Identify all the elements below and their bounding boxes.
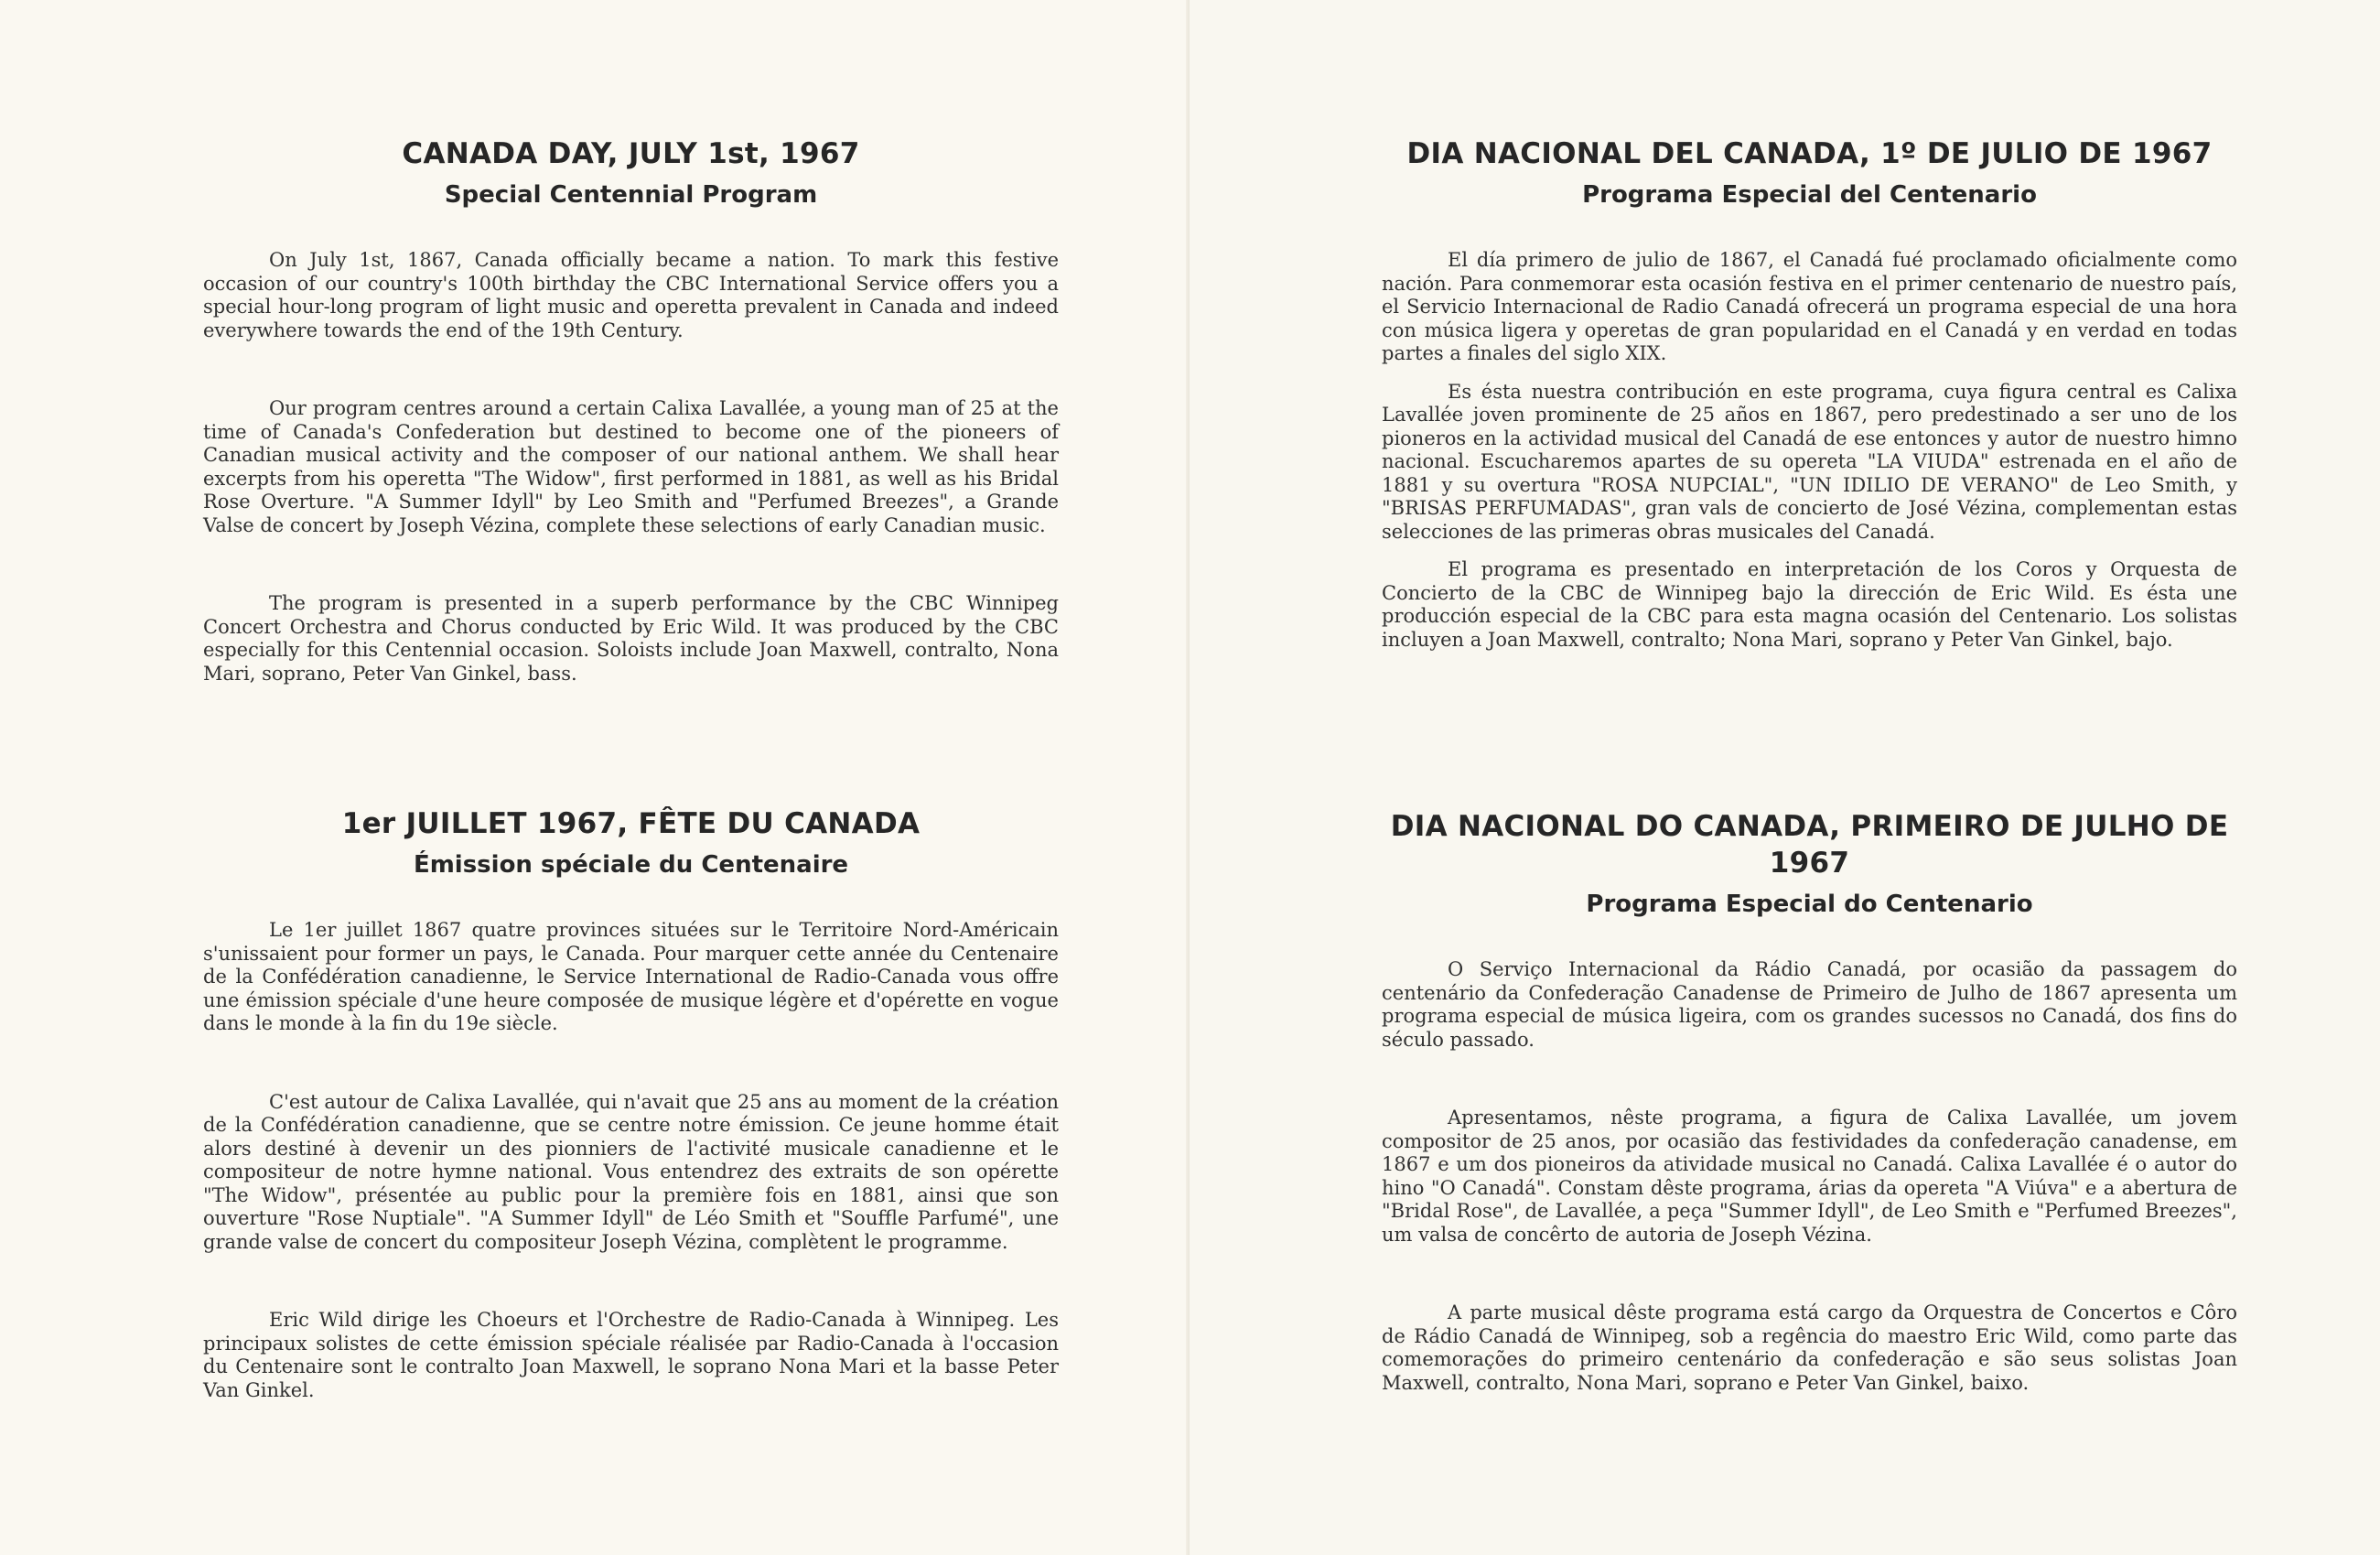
portuguese-paragraph-1: O Serviço Internacional da Rádio Canadá, por ocasião da passagem do centenário da Confederação Canadense de Primeiro de Julho de 1867 apresenta um programa especial de música ligeira, com os grandes sucessos no Canadá, dos fins do século passado.: [1382, 958, 2237, 1051]
right-page: [1190, 0, 2380, 1555]
portuguese-paragraph-2: Apresentamos, nêste programa, a figura de Calixa Lavallée, um jovem compositor de 25 anos, por ocasião das festividades da confederação canadense, em 1867 e um dos pioneiros da atividade musical no Canadá. Calixa Lavallée é o autor do hino "O Canadá". Constam dêste programa, árias da opereta "A Viúva" e a abertura de "Bridal Rose", de Lavallée, a peça "Summer Idyll", de Leo Smith e "Perfumed Breezes", um valsa de concêrto de autoria de Joseph Vézina.: [1382, 1107, 2237, 1246]
spanish-subtitle: Programa Especial del Centenario: [1582, 181, 2037, 209]
english-paragraph-2: Our program centres around a certain Calixa Lavallée, a young man of 25 at the time of Canada's Confederation but destined to become one of the pioneers of Canadian musical activity and the composer of our national anthem. We shall hear excerpts from his operetta "The Widow", first performed in 1881, as well as his Bridal Rose Overture. "A Summer Idyll" by Leo Smith and "Perfumed Breezes", a Grande Valse de concert by Joseph Vézina, complete these selections of early Canadian music.: [203, 397, 1059, 536]
french-paragraph-3: Eric Wild dirige les Choeurs et l'Orchestre de Radio-Canada à Winnipeg. Les principaux solistes de cette émission spéciale réalisée par Radio-Canada à l'occasion du Centenaire sont le contralto Joan Maxwell, le soprano Nona Mari et la basse Peter Van Ginkel.: [203, 1309, 1059, 1401]
portuguese-title: DIA NACIONAL DO CANADA, PRIMEIRO DE JULHO DE 1967: [1390, 810, 2229, 880]
english-paragraph-1: On July 1st, 1867, Canada officially became a nation. To mark this festive occasion of our country's 100th birthday the CBC International Service offers you a special hour-long program of light music and operetta prevalent in Canada and indeed everywhere towards the end of the 19th Century.: [203, 249, 1059, 341]
english-paragraph-3: The program is presented in a superb performance by the CBC Winnipeg Concert Orchestra and Chorus conducted by Eric Wild. It was produced by the CBC especially for this Centennial occasion. Soloists include Joan Maxwell, contralto, Nona Mari, soprano, Peter Van Ginkel, bass.: [203, 592, 1059, 685]
english-subtitle: Special Centennial Program: [444, 181, 818, 209]
english-title: CANADA DAY, JULY 1st, 1967: [402, 137, 860, 170]
french-paragraph-2: C'est autour de Calixa Lavallée, qui n'avait que 25 ans au moment de la création de la Confédération canadienne, que se centre notre émission. Ce jeune homme était alors destiné à devenir un des pionniers de l'activité musicale canadienne et le compositeur de notre hymne national. Vous entendrez des extraits de son opérette "The Widow", présentée au public pour la première fois en 1881, ainsi que son ouverture "Rose Nuptiale". "A Summer Idyll" de Léo Smith et "Souffle Parfumé", une grande valse de concert du compositeur Joseph Vézina, complètent le programme.: [203, 1090, 1059, 1253]
spanish-paragraph-1: El día primero de julio de 1867, el Canadá fué proclamado oficialmente como nación. Para conmemorar esta ocasión festiva en el primer centenario de nuestro país, el Servicio Internacional de Radio Canadá ofrecerá un programa especial de una hora con música ligera y operetas de gran popularidad en el Canadá y en verdad en todas partes a finales del siglo XIX.: [1382, 249, 2237, 364]
french-subtitle: Émission spéciale du Centenaire: [413, 851, 849, 879]
french-title: 1er JUILLET 1967, FÊTE DU CANADA: [341, 807, 921, 840]
spanish-title: DIA NACIONAL DEL CANADA, 1º DE JULIO DE 1967: [1406, 137, 2213, 170]
portuguese-section: [1382, 808, 2237, 1395]
french-paragraph-1: Le 1er juillet 1867 quatre provinces situées sur le Territoire Nord-Américain s'unissaient pour former un pays, le Canada. Pour marquer cette année du Centenaire de la Confédération canadienne, le Service International de Radio-Canada vous offre une émission spéciale d'une heure composée de musique légère et d'opérette en vogue dans le monde à la fin du 19e siècle.: [203, 919, 1059, 1034]
spanish-paragraph-3: El programa es presentado en interpretación de los Coros y Orquesta de Concierto de la CBC de Winnipeg bajo la dirección de Eric Wild. Es ésta une producción especial de la CBC para esta magna ocasión del Centenario. Los solistas incluyen a Joan Maxwell, contralto; Nona Mari, soprano y Peter Van Ginkel, bajo.: [1382, 558, 2237, 651]
french-section: [203, 805, 1059, 1402]
english-section: [203, 135, 1059, 686]
spanish-section: [1382, 135, 2237, 652]
portuguese-subtitle: Programa Especial do Centenario: [1586, 891, 2033, 918]
spanish-paragraph-2: Es ésta nuestra contribución en este programa, cuya figura central es Calixa Lavallée joven prominente de 25 años en 1867, pero predestinado a ser uno de los pioneros en la actividad musical del Canadá de ese entonces y autor de nuestro himno nacional. Escucharemos apartes de su opereta "LA VIUDA" estrenada en el año de 1881 y su overtura "ROSA NUPCIAL", "UN IDILIO DE VERANO" de Leo Smith, y "BRISAS PERFUMADAS", gran vals de concierto de José Vézina, complementan estas selecciones de las primeras obras musicales del Canadá.: [1382, 380, 2237, 543]
portuguese-paragraph-3: A parte musical dêste programa está cargo da Orquestra de Concertos e Côro de Rádio Canadá de Winnipeg, sob a regência do maestro Eric Wild, como parte das comemorações do primeiro centenário da confederação e são seus solistas Joan Maxwell, contralto, Nona Mari, soprano e Peter Van Ginkel, baixo.: [1382, 1301, 2237, 1394]
